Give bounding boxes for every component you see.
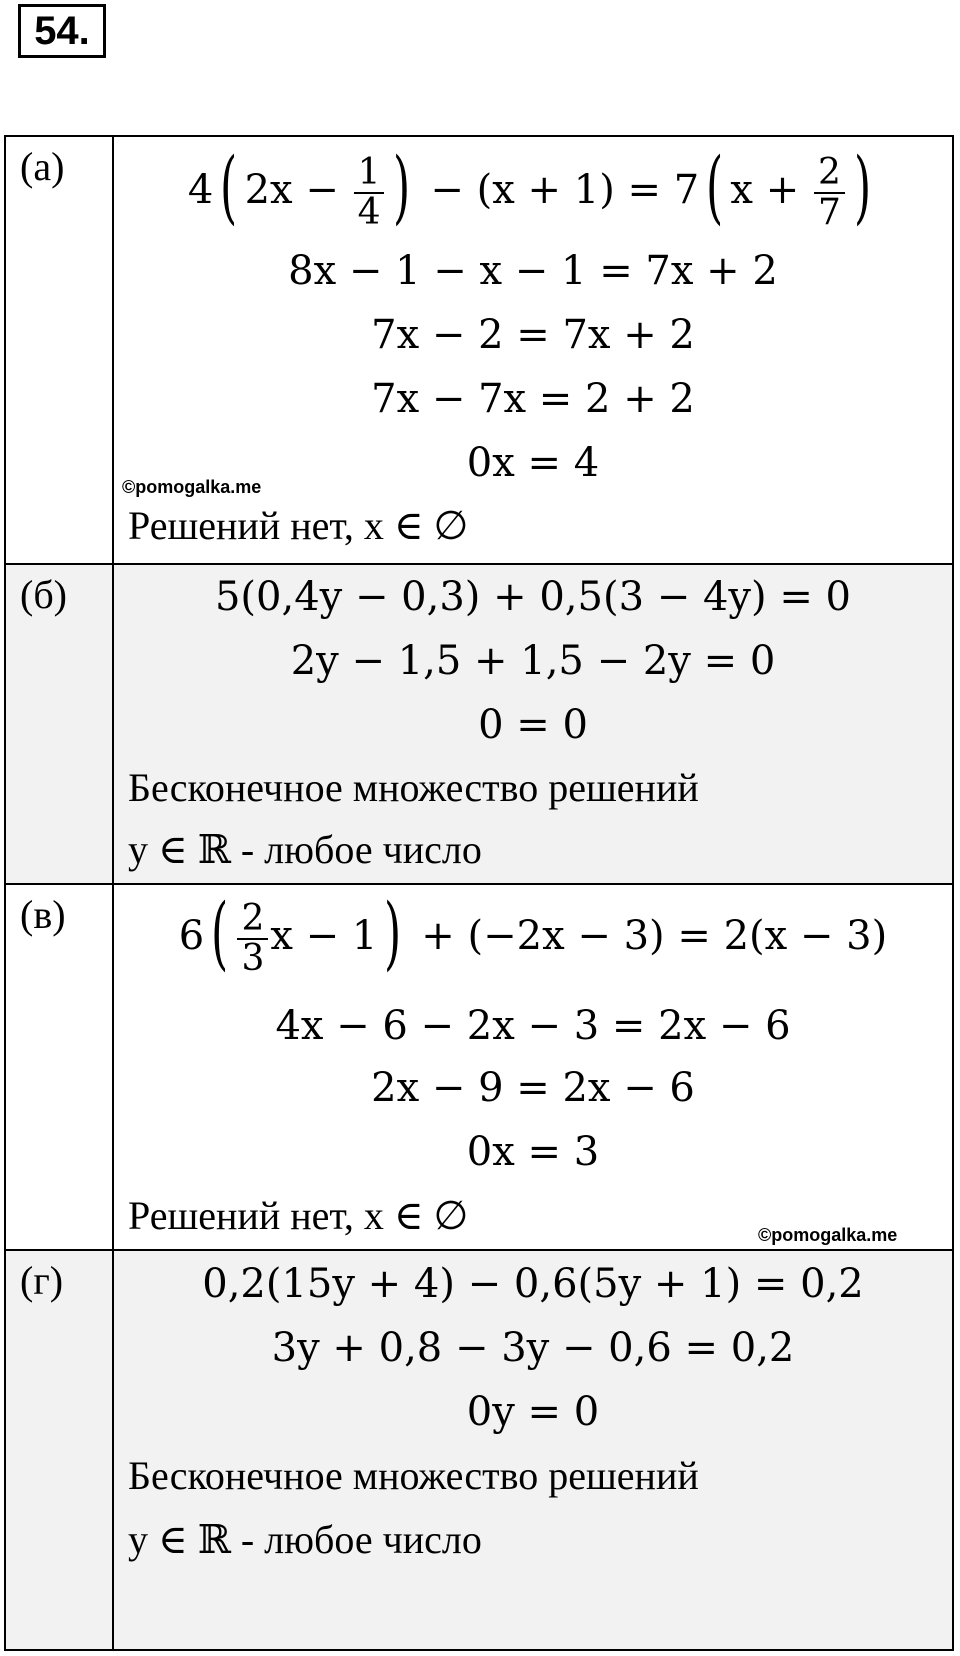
part-g-row bbox=[6, 1249, 952, 1649]
equation-line: 4x − 6 − 2x − 3 = 2x − 6 bbox=[275, 1003, 791, 1049]
equation-line: 5(0,4y − 0,3) + 0,5(3 − 4y) = 0 bbox=[214, 574, 852, 620]
watermark: ©pomogalka.me bbox=[122, 477, 262, 497]
part-v-equation: 6( $\frac{2}{3}$ x − 1) + (−2x − 3) = 2(x − 3) bbox=[178, 886, 888, 979]
part-b-row bbox=[6, 563, 952, 883]
equation-line: 0y = 0 bbox=[466, 1389, 600, 1435]
equation-line: 7x − 2 = 7x + 2 bbox=[371, 312, 695, 358]
equation-line: 2x − 9 = 2x − 6 bbox=[371, 1065, 695, 1111]
solution-table bbox=[4, 135, 954, 1651]
answer-text: Решений нет, x ∈ ∅ bbox=[128, 503, 469, 548]
answer-text: Бесконечное множество решений bbox=[128, 1453, 699, 1498]
answer-text: y ∈ ℝ - любое число bbox=[128, 827, 482, 872]
fraction: $\frac{2}{3}$ bbox=[237, 900, 268, 978]
fraction: $\frac{1}{4}$ bbox=[354, 154, 385, 232]
part-g-label: (г) bbox=[20, 1258, 64, 1303]
problem-number: 54. bbox=[18, 4, 106, 58]
part-v-label: (в) bbox=[20, 892, 66, 937]
part-a-label: (а) bbox=[20, 144, 65, 189]
equation-line: 3y + 0,8 − 3y − 0,6 = 0,2 bbox=[271, 1325, 795, 1371]
equation-line: 0x = 4 bbox=[466, 440, 600, 486]
part-b-label: (б) bbox=[20, 572, 67, 617]
answer-text: y ∈ ℝ - любое число bbox=[128, 1517, 482, 1562]
fraction: $\frac{2}{7}$ bbox=[814, 154, 845, 232]
part-v-row bbox=[6, 883, 952, 1249]
equation-line: 2y − 1,5 + 1,5 − 2y = 0 bbox=[290, 638, 776, 684]
answer-text: Бесконечное множество решений bbox=[128, 765, 699, 810]
equation-line: 8x − 1 − x − 1 = 7x + 2 bbox=[288, 248, 778, 294]
equation-line: 0x = 3 bbox=[466, 1129, 600, 1175]
part-a-equation: 4( 2x − $\frac{1}{4}$ ) − (x + 1) = 7( x + $\frac{2}{7}$ ) bbox=[187, 140, 872, 233]
equation-line: 7x − 7x = 2 + 2 bbox=[371, 376, 695, 422]
answer-text: Решений нет, x ∈ ∅ bbox=[128, 1193, 469, 1238]
part-a-row bbox=[6, 137, 952, 563]
watermark: ©pomogalka.me bbox=[758, 1225, 898, 1245]
equation-line: 0,2(15y + 4) − 0,6(5y + 1) = 0,2 bbox=[202, 1261, 864, 1307]
equation-line: 0 = 0 bbox=[478, 702, 588, 748]
